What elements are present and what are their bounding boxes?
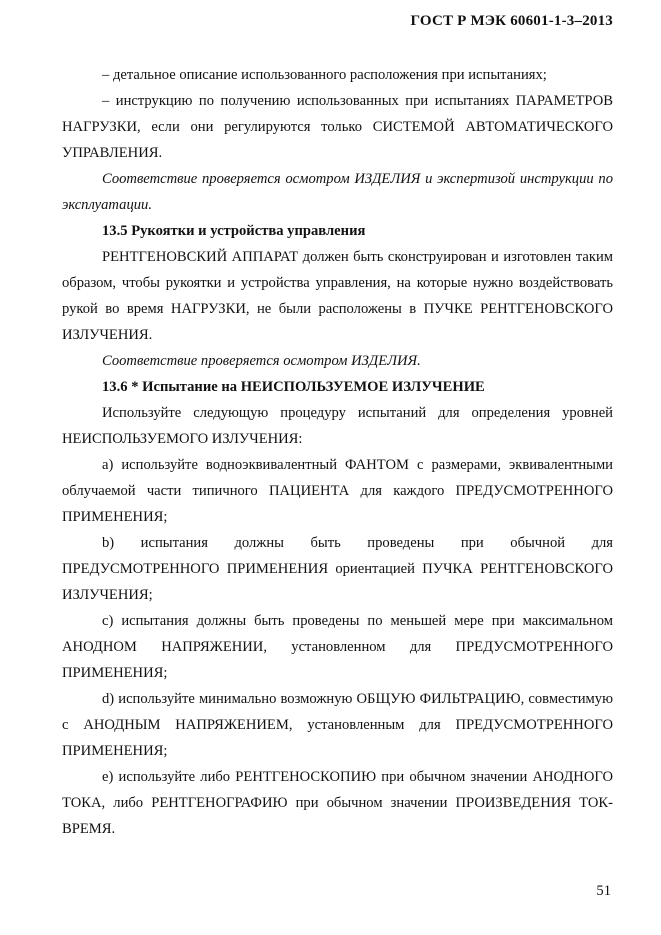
paragraph-list-item: b) испытания должны быть проведены при обычной для ПРЕДУСМОТРЕННОГО ПРИМЕНЕНИЯ ориентацией ПУЧКА РЕНТГЕНОВСКОГО ИЗЛУЧЕНИЯ; [62,535,613,603]
document-header: ГОСТ Р МЭК 60601-1-3–2013 [410,13,613,29]
paragraph-list-item: c) испытания должны быть проведены по меньшей мере при максимальном АНОДНОМ НАПРЯЖЕНИИ, установленном для ПРЕДУСМОТРЕННОГО ПРИМЕНЕНИЯ; [62,613,613,681]
paragraph-compliance-note: Соответствие проверяется осмотром ИЗДЕЛИЯ и экспертизой инструкции по эксплуатации. [62,171,613,213]
page-body [62,62,613,842]
section-heading-13-5: 13.5 Рукоятки и устройства управления [102,223,366,239]
paragraph-body: РЕНТГЕНОВСКИЙ АППАРАТ должен быть сконструирован и изготовлен таким образом, чтобы рукоятки и устройства управления, на которые нужно воздействовать рукой во время НАГРУЗКИ, не были расположены в ПУЧКЕ РЕНТГЕНОВСКОГО ИЗЛУЧЕНИЯ. [62,249,613,343]
paragraph-body: Используйте следующую процедуру испытаний для определения уровней НЕИСПОЛЬЗУЕМОГО ИЗЛУЧЕНИЯ: [62,405,613,447]
paragraph-list-item: – детальное описание использованного расположения при испытаниях; [102,67,547,83]
paragraph-list-item: – инструкцию по получению использованных при испытаниях ПАРАМЕТРОВ НАГРУЗКИ, если они регулируются только СИСТЕМОЙ АВТОМАТИЧЕСКОГО УПРАВЛЕНИЯ. [62,93,613,161]
paragraph-list-item: d) используйте минимально возможную ОБЩУЮ ФИЛЬТРАЦИЮ, совместимую с АНОДНЫМ НАПРЯЖЕНИЕМ, установленным для ПРЕДУСМОТРЕННОГО ПРИМЕНЕНИЯ; [62,691,613,759]
paragraph-compliance-note: Соответствие проверяется осмотром ИЗДЕЛИЯ. [102,353,421,369]
paragraph-list-item: e) используйте либо РЕНТГЕНОСКОПИЮ при обычном значении АНОДНОГО ТОКА, либо РЕНТГЕНОГРАФИЮ при обычном значении ПРОИЗВЕДЕНИЯ ТОК-ВРЕМЯ. [62,769,613,837]
page-number: 51 [596,883,611,899]
section-heading-13-6: 13.6 * Испытание на НЕИСПОЛЬЗУЕМОЕ ИЗЛУЧЕНИЕ [102,379,485,395]
paragraph-list-item: a) используйте водноэквивалентный ФАНТОМ с размерами, эквивалентными облучаемой части типичного ПАЦИЕНТА для каждого ПРЕДУСМОТРЕННОГО ПРИМЕНЕНИЯ; [62,457,613,525]
